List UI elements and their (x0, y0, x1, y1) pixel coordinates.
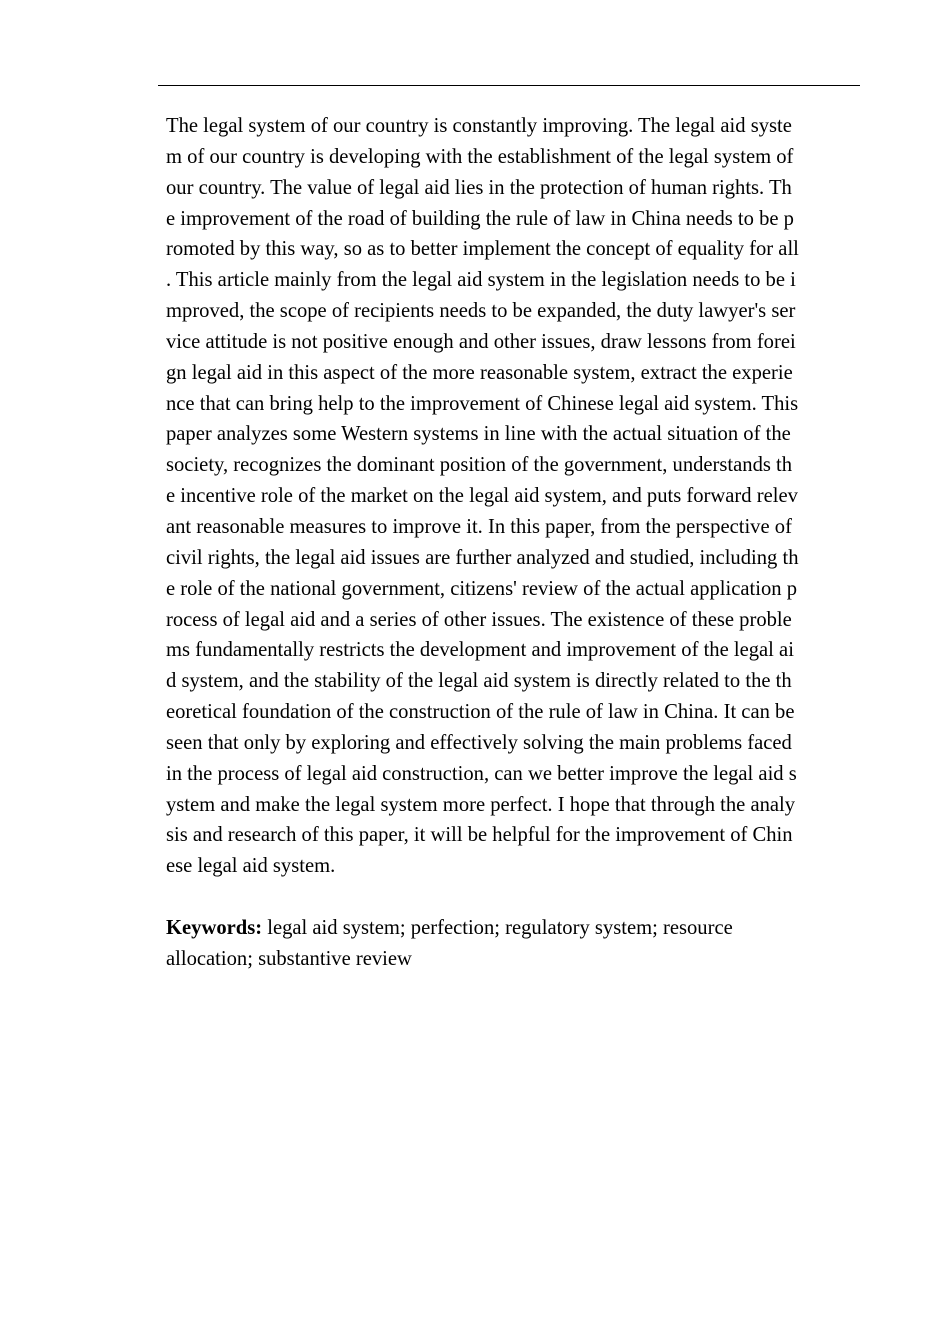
keywords-label: Keywords: (166, 917, 263, 939)
abstract-line: ese legal aid system. (166, 855, 336, 878)
abstract-line: e improvement of the road of building the rule of law in China needs to be p (166, 207, 794, 230)
abstract-line: e role of the national government, citizens' review of the actual application p (166, 577, 798, 600)
abstract-line: gn legal aid in this aspect of the more reasonable system, extract the experie (166, 361, 793, 384)
keywords-text: legal aid system; perfection; regulatory system; resource (262, 917, 733, 939)
header-rule (158, 85, 860, 86)
abstract-line: sis and research of this paper, it will be helpful for the improvement of Chin (166, 824, 793, 847)
keywords-section (166, 913, 856, 975)
abstract-line: e incentive role of the market on the legal aid system, and puts forward relev (166, 485, 798, 508)
abstract-line: ant reasonable measures to improve it. In this paper, from the perspective of (166, 515, 792, 538)
abstract-line: society, recognizes the dominant position of the government, understands th (166, 454, 793, 477)
abstract-line: The legal system of our country is constantly improving. The legal aid syste (166, 115, 792, 137)
abstract-line: our country. The value of legal aid lies in the protection of human rights. Th (166, 176, 792, 199)
abstract-line: romoted by this way, so as to better implement the concept of equality for all (166, 238, 799, 261)
abstract-line: ms fundamentally restricts the development and improvement of the legal ai (166, 639, 794, 662)
abstract-line: eoretical foundation of the construction of the rule of law in China. It can be (166, 701, 795, 724)
abstract-line: . This article mainly from the legal aid system in the legislation needs to be i (166, 269, 796, 292)
abstract-line: in the process of legal aid construction, can we better improve the legal aid s (166, 762, 797, 785)
abstract-line: ystem and make the legal system more perfect. I hope that through the analy (166, 793, 796, 816)
abstract-line: nce that can bring help to the improvement of Chinese legal aid system. This (166, 392, 799, 415)
abstract-line: d system, and the stability of the legal aid system is directly related to the th (166, 670, 792, 693)
abstract-line: m of our country is developing with the establishment of the legal system of (166, 145, 794, 168)
abstract-line: rocess of legal aid and a series of other issues. The existence of these proble (166, 608, 792, 631)
keywords-line (166, 913, 856, 944)
abstract-body (166, 111, 856, 882)
abstract-line: paper analyzes some Western systems in line with the actual situation of the (166, 423, 791, 446)
abstract-line: seen that only by exploring and effectively solving the main problems faced (166, 731, 792, 754)
abstract-line: civil rights, the legal aid issues are further analyzed and studied, including th (166, 546, 799, 569)
abstract-line: mproved, the scope of recipients needs to be expanded, the duty lawyer's ser (166, 300, 796, 323)
keywords-text-continued: allocation; substantive review (166, 947, 412, 970)
abstract-line: vice attitude is not positive enough and other issues, draw lessons from forei (166, 330, 796, 353)
